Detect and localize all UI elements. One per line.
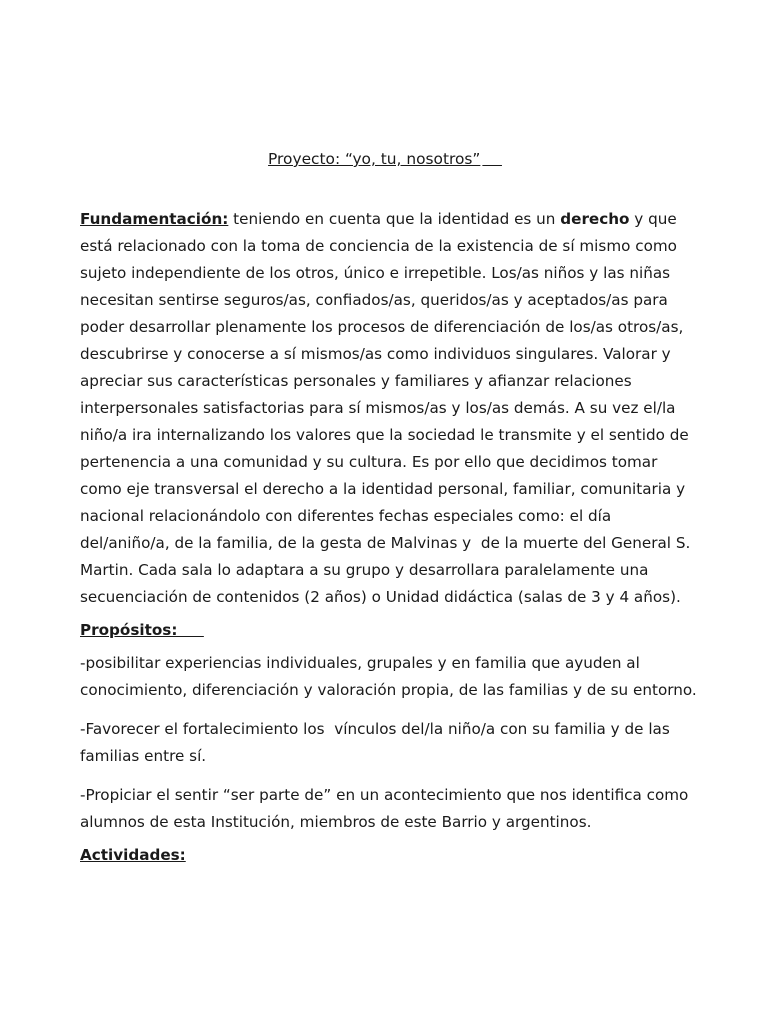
title-text: Proyecto: “yo, tu, nosotros” [268, 150, 481, 168]
paragraph-line: está relacionado con la toma de conciencia de la existencia de sí mismo como [80, 237, 677, 255]
propositos-heading: Propósitos: [80, 621, 204, 639]
paragraph-line: -posibilitar experiencias individuales, grupales y en familia que ayuden al [80, 654, 640, 672]
title-trailing-space [482, 150, 502, 168]
paragraph-line: -Favorecer el fortalecimiento los vínculos del/la niño/a con su familia y de las [80, 720, 670, 738]
paragraph-line: apreciar sus características personales y familiares y afianzar relaciones [80, 372, 632, 390]
paragraph-line: niño/a ira internalizando los valores que la sociedad le transmite y el sentido de [80, 426, 689, 444]
paragraph-line: Martin. Cada sala lo adaptara a su grupo y desarrollara paralelamente una [80, 561, 649, 579]
paragraph-line: del/aniño/a, de la familia, de la gesta de Malvinas y de la muerte del General S. [80, 534, 691, 552]
line-text: y que [629, 210, 677, 228]
paragraph-line: necesitan sentirse seguros/as, confiados/as, queridos/as y aceptados/as para [80, 291, 668, 309]
document-body [80, 206, 697, 869]
paragraph-line: como eje transversal el derecho a la identidad personal, familiar, comunitaria y [80, 480, 686, 498]
proposito-item [80, 716, 692, 770]
paragraph-line: poder desarrollar plenamente los procesos de diferenciación de los/as otros/as, [80, 318, 684, 336]
document-title [0, 146, 768, 173]
paragraph-line: descubrirse y conocerse a sí mismos/as como individuos singulares. Valorar y [80, 345, 671, 363]
paragraph-line: secuenciación de contenidos (2 años) o Unidad didáctica (salas de 3 y 4 años). [80, 588, 681, 606]
paragraph-line: interpersonales satisfactorias para sí mismos/as y los/as demás. A su vez el/la [80, 399, 676, 417]
paragraph-line: sujeto independiente de los otros, único e irrepetible. Los/as niños y las niñas [80, 264, 671, 282]
paragraph-line: conocimiento, diferenciación y valoración propia, de las familias y de su entorno. [80, 681, 697, 699]
paragraph-line [80, 206, 692, 233]
paragraph-line: alumnos de esta Institución, miembros de este Barrio y argentinos. [80, 813, 592, 831]
actividades-heading: Actividades: [80, 846, 186, 864]
proposito-item [80, 650, 697, 704]
paragraph-line: -Propiciar el sentir “ser parte de” en un acontecimiento que nos identifica como [80, 786, 689, 804]
line-text: teniendo en cuenta que la identidad es un [228, 210, 561, 228]
bold-term: derecho [560, 210, 630, 228]
paragraph-line: familias entre sí. [80, 747, 207, 765]
fundamentacion-paragraph [80, 206, 692, 611]
proposito-item [80, 782, 692, 836]
paragraph-line: pertenencia a una comunidad y su cultura. Es por ello que decidimos tomar [80, 453, 658, 471]
paragraph-line: nacional relacionándolo con diferentes fechas especiales como: el día [80, 507, 612, 525]
fundamentacion-heading: Fundamentación: [80, 210, 229, 228]
